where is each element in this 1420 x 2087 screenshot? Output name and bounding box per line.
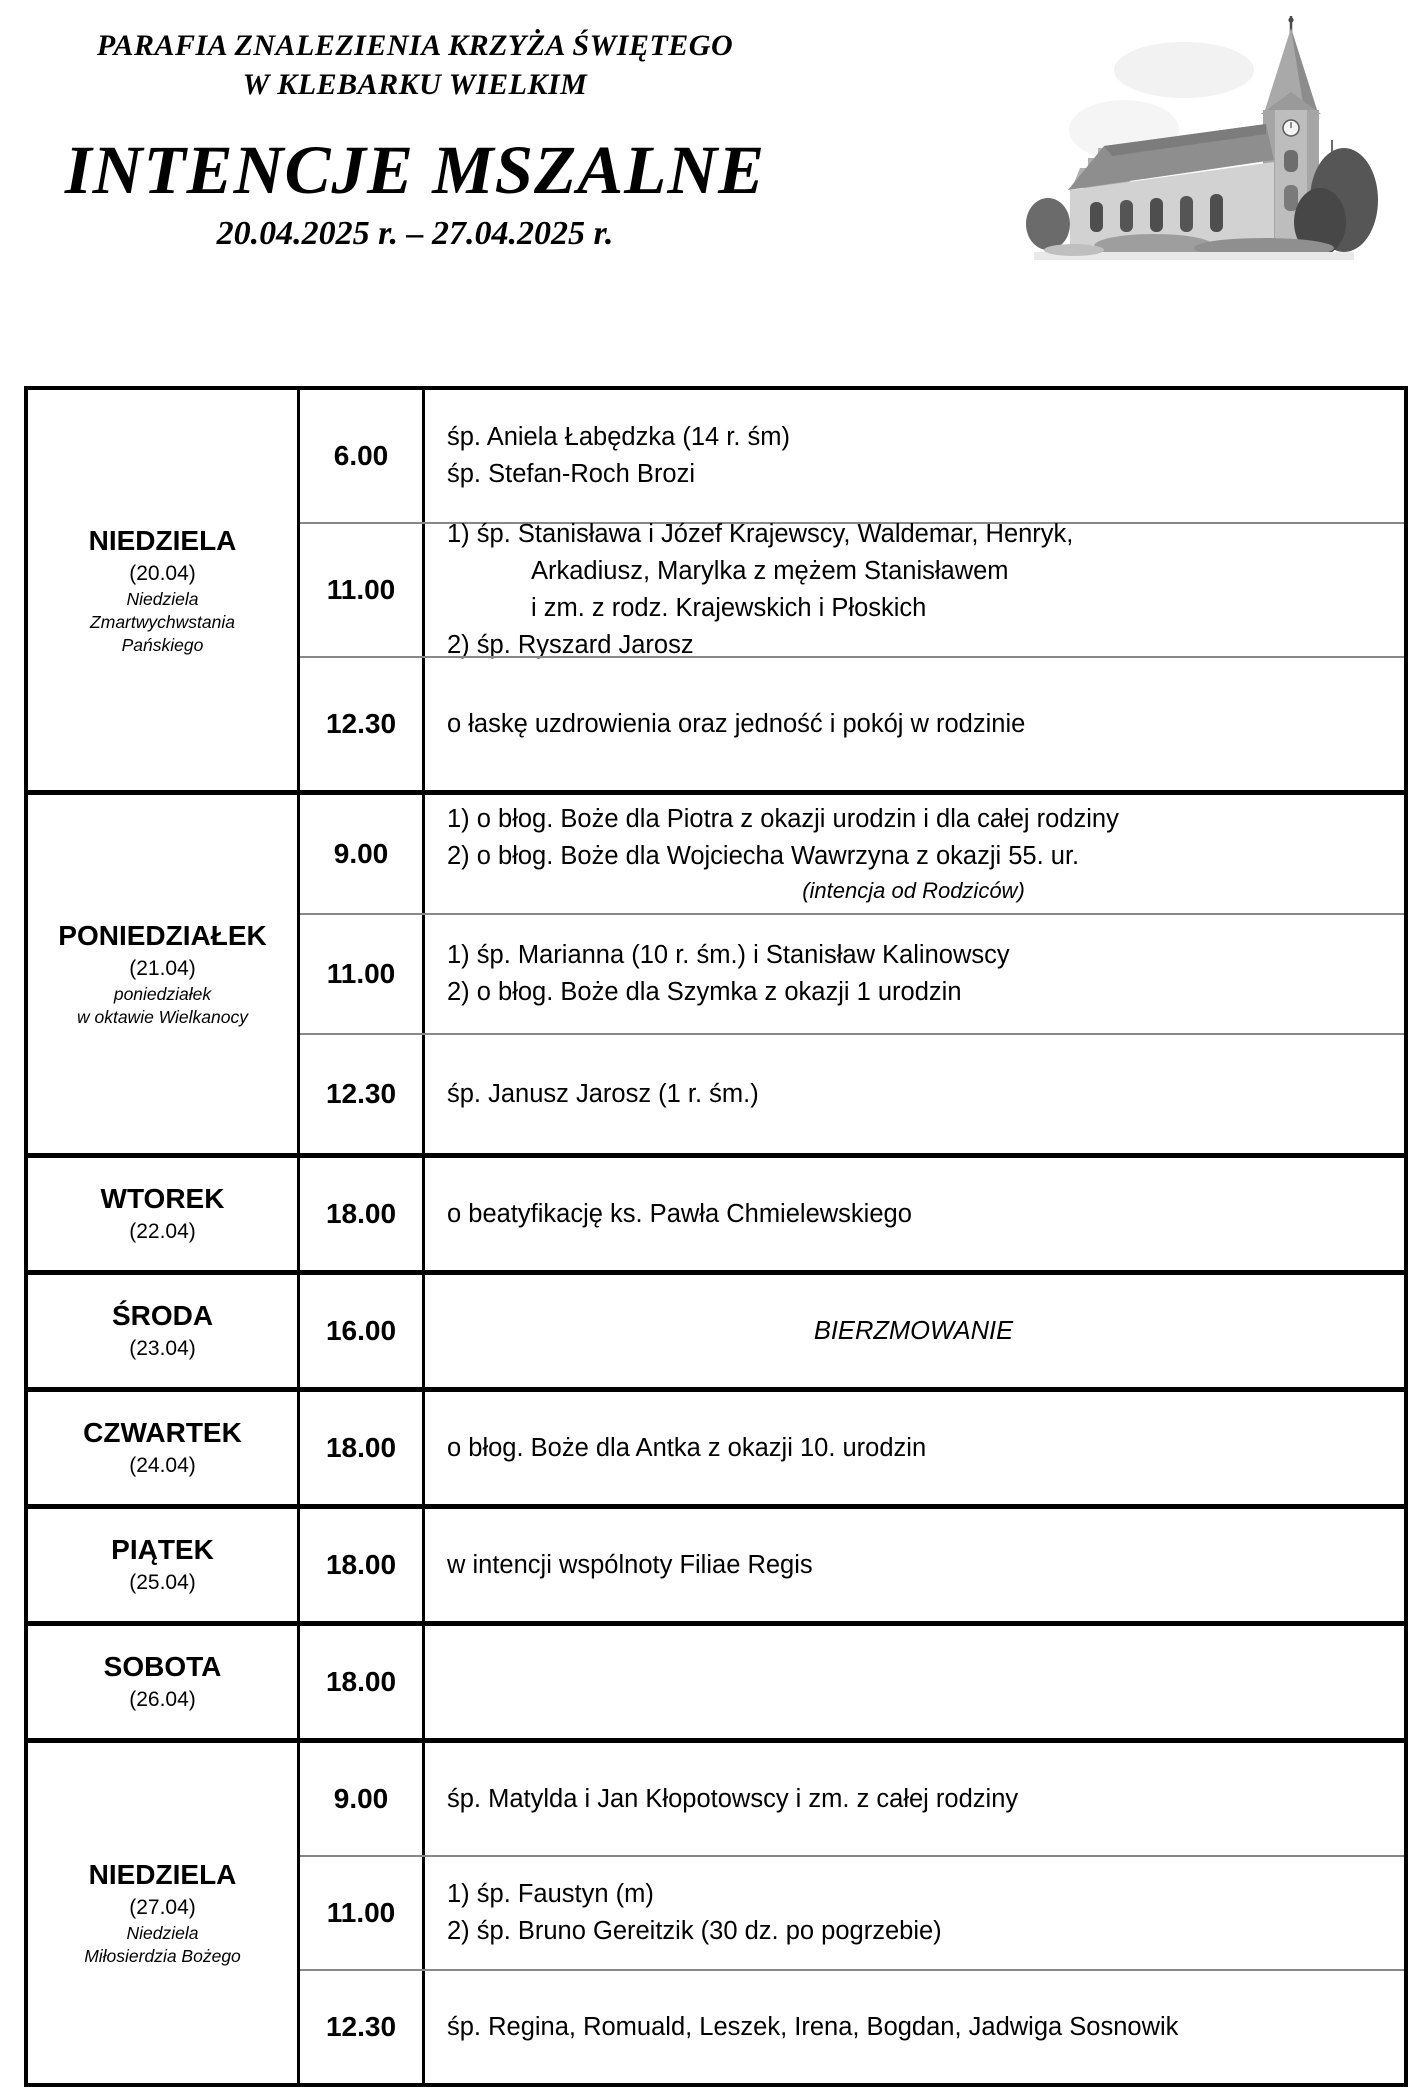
day-name: PIĄTEK [111,1534,214,1565]
church-photo [1034,10,1354,260]
mass-intention [425,795,1404,913]
date-range: 20.04.2025 r. – 27.04.2025 r. [216,215,614,252]
intention-line: śp. Stefan-Roch Brozi [447,460,696,488]
intention-line: 2) śp. Ryszard Jarosz [447,631,694,659]
schedule-row [300,1033,1404,1153]
schedule-row [300,520,1404,659]
day-date: (21.04) [129,957,196,980]
schedule-row [300,656,1404,790]
mass-time: 6.00 [300,390,425,522]
schedule-section [28,790,1404,1153]
intention-line: śp. Aniela Łabędzka (14 r. śm) [447,423,791,451]
day-subtitle-line: Pańskiego [121,634,204,655]
schedule-row [300,1855,1404,1969]
mass-intention [425,390,1404,522]
section-rows [300,1158,1404,1270]
mass-time: 18.00 [300,1392,425,1504]
intention-line: 1) śp. Stanisława i Józef Krajewscy, Waldemar, Henryk, [447,520,1074,548]
day-subtitle-line: poniedziałek [113,984,212,1004]
section-rows [300,795,1404,1153]
intention-line: śp. Janusz Jarosz (1 r. śm.) [447,1079,759,1108]
intention-line: śp. Regina, Romuald, Leszek, Irena, Bogdan, Jadwiga Sosnowik [447,2012,1179,2041]
mass-time: 11.00 [300,915,425,1033]
header-text [30,26,800,254]
schedule-row [300,795,1404,913]
mass-intention [425,1158,1404,1270]
section-rows [300,1743,1404,2083]
intention-line: (intencja od Rodziców) [802,878,1025,903]
intention-line: 2) o błog. Boże dla Szymka z okazji 1 urodzin [447,978,962,1006]
day-name: NIEDZIELA [88,1859,237,1890]
mass-time: 12.30 [300,1035,425,1153]
schedule-section [28,1504,1404,1621]
day-name: CZWARTEK [83,1417,242,1448]
section-rows [300,390,1404,790]
schedule-section [28,1387,1404,1504]
mass-time: 11.00 [300,524,425,656]
page-title: INTENCJE MSZALNE [64,132,766,208]
day-date: (25.04) [129,1571,196,1594]
intention-line: BIERZMOWANIE [813,1316,1014,1345]
schedule-table [24,386,1408,2087]
day-subtitle-line: Miłosierdzia Bożego [84,1946,241,1966]
section-rows [300,1626,1404,1738]
day-cell [28,1392,300,1504]
day-cell [28,1743,300,2083]
intention-line: o łaskę uzdrowienia oraz jedność i pokój w rodzinie [447,709,1026,738]
schedule-section [28,1270,1404,1387]
mass-intention [425,1626,1404,1738]
mass-time: 18.00 [300,1158,425,1270]
mass-time: 12.30 [300,1971,425,2083]
intention-line: 2) śp. Bruno Gereitzik (30 dz. po pogrzebie) [447,1917,942,1945]
day-cell [28,1275,300,1387]
schedule-section [28,390,1404,790]
day-date: (24.04) [129,1454,196,1477]
intention-line: Arkadiusz, Marylka z mężem Stanisławem [531,557,1009,585]
day-date: (22.04) [129,1220,196,1243]
day-cell [28,1158,300,1270]
schedule-section [28,1621,1404,1738]
church-photo-illustration [1034,10,1354,260]
intention-line: o beatyfikację ks. Pawła Chmielewskiego [447,1199,912,1228]
schedule-section [28,1738,1404,2083]
schedule-section [28,1153,1404,1270]
mass-intention [425,1509,1404,1621]
mass-time: 12.30 [300,658,425,790]
mass-time: 9.00 [300,1743,425,1855]
section-rows [300,1392,1404,1504]
schedule-row [300,1743,1404,1855]
schedule-row [300,913,1404,1033]
section-rows [300,1509,1404,1621]
mass-time: 11.00 [300,1857,425,1969]
day-cell [28,1509,300,1621]
day-name: SOBOTA [103,1651,222,1682]
intention-line: 1) śp. Marianna (10 r. śm.) i Stanisław Kalinowscy [447,941,1010,969]
intention-line: i zm. z rodz. Krajewskich i Płoskich [531,594,927,622]
mass-intention [425,1275,1404,1387]
day-subtitle-line: w oktawie Wielkanocy [76,1007,249,1027]
mass-intention [425,1743,1404,1855]
mass-time: 18.00 [300,1626,425,1738]
parish-name-line1: PARAFIA ZNALEZIENIA KRZYŻA ŚWIĘTEGO [96,29,734,62]
day-name: ŚRODA [111,1300,214,1331]
schedule-row [300,1509,1404,1621]
day-cell [28,795,300,1153]
day-cell [28,390,300,790]
mass-intention [425,1035,1404,1153]
day-date: (26.04) [129,1688,196,1711]
day-date: (23.04) [129,1337,196,1360]
day-date: (27.04) [129,1896,196,1919]
intention-line: 2) o błog. Boże dla Wojciecha Wawrzyna z okazji 55. ur. [447,842,1080,870]
mass-intention [425,520,1404,659]
intention-line: śp. Matylda i Jan Kłopotowscy i zm. z całej rodziny [447,1784,1019,1813]
schedule-row [300,1158,1404,1270]
header [0,0,1420,310]
day-cell [28,1626,300,1738]
day-name: PONIEDZIAŁEK [58,920,267,951]
schedule-row [300,1392,1404,1504]
day-name: WTOREK [100,1183,225,1214]
day-name: NIEDZIELA [88,524,237,556]
mass-intention [425,658,1404,790]
parish-name-line2: W KLEBARKU WIELKIM [242,68,588,101]
mass-time: 16.00 [300,1275,425,1387]
mass-time: 18.00 [300,1509,425,1621]
day-date: (20.04) [129,561,196,585]
intention-line: 1) śp. Faustyn (m) [447,1880,654,1908]
schedule-row [300,1626,1404,1738]
mass-intention [425,1392,1404,1504]
schedule-row [300,1275,1404,1387]
section-rows [300,1275,1404,1387]
intention-line: 1) o błog. Boże dla Piotra z okazji urodzin i dla całej rodziny [447,805,1119,833]
day-subtitle-line: Niedziela [126,588,199,609]
intention-line: w intencji wspólnoty Filiae Regis [447,1550,813,1579]
day-subtitle-line: Zmartwychwstania [90,611,235,632]
mass-intention [425,915,1404,1033]
schedule-row [300,1969,1404,2083]
day-subtitle-line: Niedziela [126,1923,199,1943]
schedule-row [300,390,1404,522]
intention-line: o błog. Boże dla Antka z okazji 10. urodzin [447,1433,927,1462]
mass-intention [425,1857,1404,1969]
mass-intention [425,1971,1404,2083]
mass-time: 9.00 [300,795,425,913]
